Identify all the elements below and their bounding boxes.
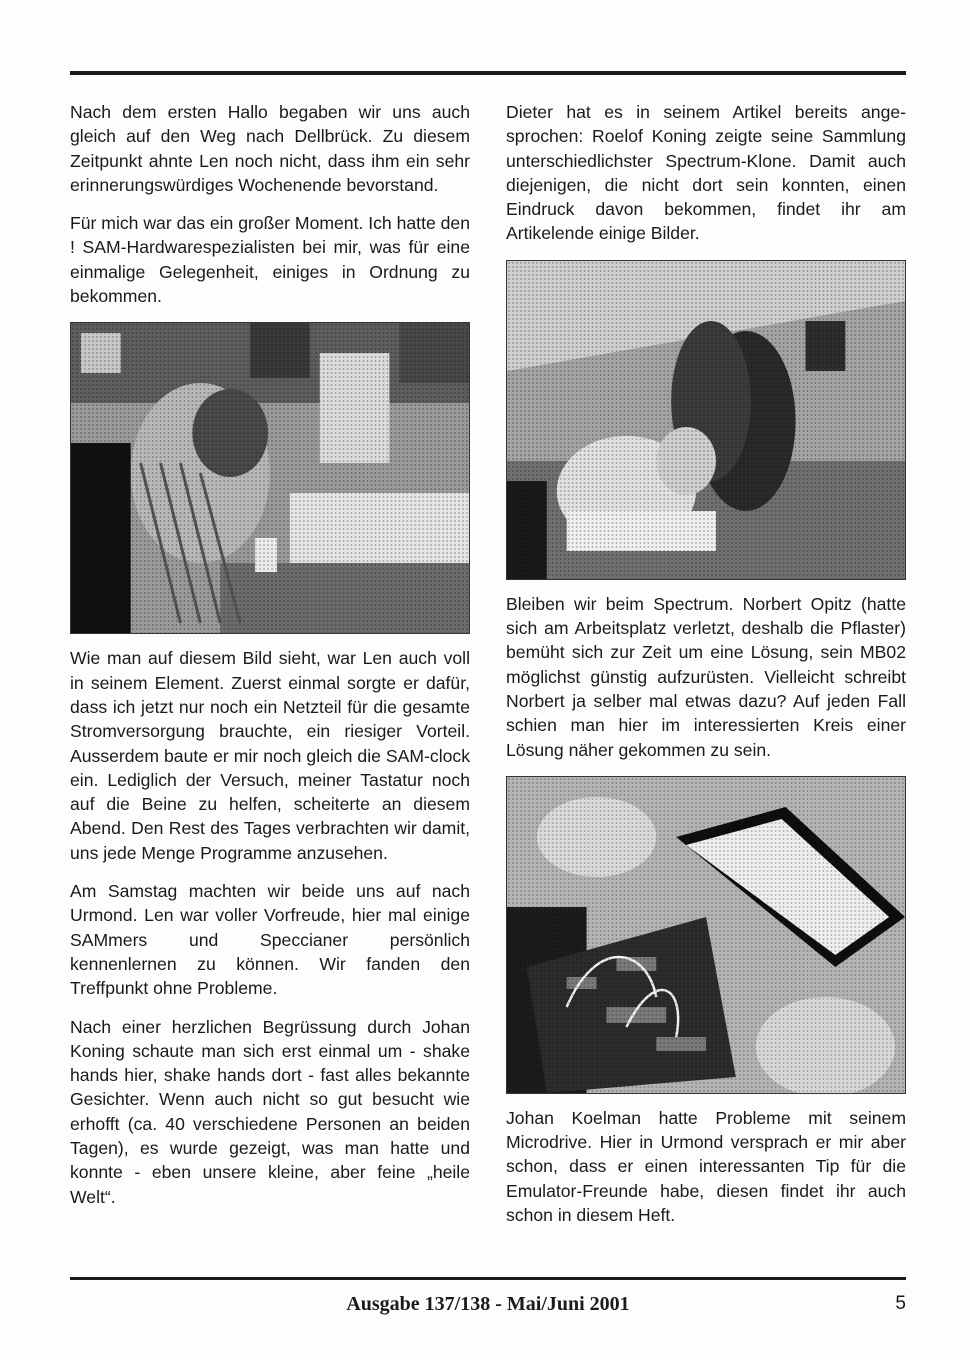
photo-len-at-workbench <box>70 322 470 634</box>
paragraph: Für mich war das ein großer Moment. Ich hatte den ! SAM-Hardwarespezialisten bei mir, was für eine einmalige Gelegenheit, einiges in Ordnung zu bekommen. <box>70 213 470 307</box>
paragraph: Nach dem ersten Hallo begaben wir uns auch gleich auf den Weg nach Dellbrück. Zu diesem Zeitpunkt ahnte Len noch nicht, dass ihm ein sehr erinnerungswürdiges Wochenende bevorstand. <box>70 102 470 195</box>
left-column <box>70 100 470 1223</box>
top-rule <box>70 71 906 75</box>
paragraph: Dieter hat es in seinem Artikel bereits angesprochen: Roelof Koning zeigte seine Sammlung unterschiedlichster Spectrum-Klone. Damit auch diejenigen, die nicht dort sein konnten, einen Eindruck davon bekommen, findet ihr am Artikelende einige Bilder. <box>506 102 906 244</box>
photo-circuit-board <box>506 776 906 1094</box>
bottom-rule <box>70 1277 906 1280</box>
paragraph: Nach einer herzlichen Begrüssung durch Johan Koning schaute man sich erst einmal um - shake hands hier, shake hands dort - fast alles bekannte Gesichter. Wenn auch nicht so gut besucht wie erhofft (ca. 40 verschiedene Personen an beiden Tagen), es wurde gezeigt, was man hatte und konnte - eben unsere kleine, aber feine „heile Welt“. <box>70 1016 470 1207</box>
paragraph: Am Samstag machten wir beide uns auf nach Urmond. Len war voller Vorfreude, hier mal einige SAMmers und Speccianer persönlich kennenlernen zu können. Wir fanden den Treffpunkt ohne Probleme. <box>70 881 470 999</box>
paragraph: Johan Koelman hatte Probleme mit seinem Microdrive. Hier in Urmond versprach er mir aber schon, dass er einen interessanten Tip für die Emulator-Freunde habe, diesen findet ihr auch schon in diesem Heft. <box>506 1107 906 1226</box>
issue-label: Ausgabe 137/138 - Mai/Juni 2001 <box>346 1293 630 1315</box>
page-number: 5 <box>895 1293 906 1314</box>
paragraph: Bleiben wir beim Spectrum. Norbert Opitz (hatte sich am Arbeitsplatz verletzt, deshalb die Pflaster) bemüht sich zur Zeit um eine Lösung, sein MB02 möglichst günstig aufzurüsten. Vielleicht schreibt Norbert ja selber mal etwas dazu? Auf jeden Fall schien man hier im interessierten Kreis einer Lösung näher gekommen zu sein. <box>506 593 906 760</box>
photo-meeting-room <box>506 260 906 580</box>
paragraph: Wie man auf diesem Bild sieht, war Len auch voll in seinem Element. Zuerst einmal sorgte er dafür, dass ich jetzt nur noch ein Netzteil für die gesamte Stromversorgung brauchte, ein riesiger Vorteil. Ausserdem baute er mir noch gleich die SAM-clock ein. Lediglich der Versuch, meiner Tastatur noch auf die Beine zu helfen, scheiterte an diesem Abend. Den Rest des Tages verbrachten wir damit, uns jede Menge Programme anzusehen. <box>70 648 470 863</box>
page-footer <box>70 1293 906 1323</box>
right-column <box>506 100 906 1241</box>
